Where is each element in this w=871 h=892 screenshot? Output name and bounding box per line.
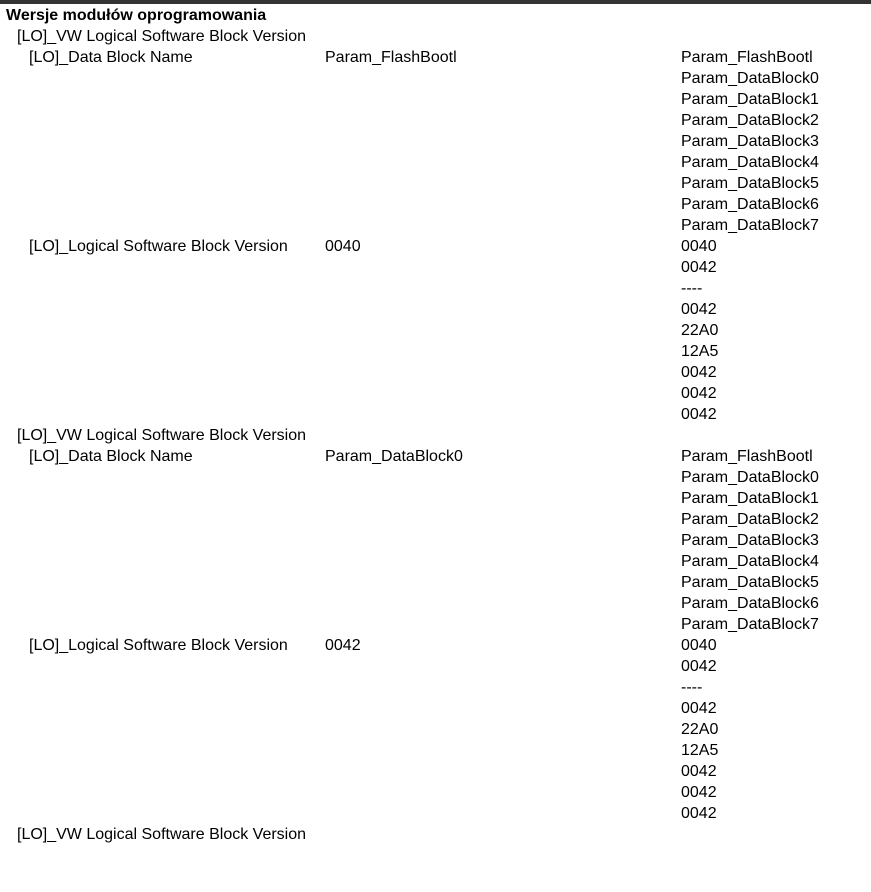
top-border (0, 0, 871, 4)
param-current-value: Param_DataBlock0 (325, 448, 463, 465)
param-option: Param_DataBlock2 (681, 112, 819, 129)
param-label: [LO]_Logical Software Block Version (29, 637, 288, 654)
param-option: 0042 (681, 805, 717, 822)
software-block (6, 425, 866, 824)
param-option: 22A0 (681, 322, 719, 339)
param-option: Param_DataBlock7 (681, 616, 819, 633)
param-option: Param_DataBlock3 (681, 133, 819, 150)
software-block-title: [LO]_VW Logical Software Block Version (17, 28, 307, 45)
param-option: Param_DataBlock6 (681, 595, 819, 612)
param-value-list (681, 236, 718, 425)
param-option: 0042 (681, 406, 717, 423)
param-label: [LO]_Logical Software Block Version (29, 238, 288, 255)
param-option: Param_DataBlock5 (681, 175, 819, 192)
software-block (6, 824, 866, 845)
param-option: 0042 (681, 700, 717, 717)
page-heading: Wersje modułów oprogramowania (6, 7, 267, 24)
software-block-version-row (6, 635, 866, 824)
param-option: 12A5 (681, 742, 719, 759)
param-option: Param_DataBlock1 (681, 490, 819, 507)
param-option: Param_DataBlock6 (681, 196, 819, 213)
param-option: 0042 (681, 763, 717, 780)
software-block-version-row (6, 236, 866, 425)
param-label: [LO]_Data Block Name (29, 49, 193, 66)
software-block-title: [LO]_VW Logical Software Block Version (17, 427, 307, 444)
param-option: Param_DataBlock3 (681, 532, 819, 549)
param-value-list (681, 635, 718, 824)
data-block-name-row (6, 47, 866, 236)
param-option: Param_FlashBootl (681, 448, 813, 465)
param-option: 0042 (681, 301, 717, 318)
param-current-value: Param_FlashBootl (325, 49, 457, 66)
param-option: 0042 (681, 658, 717, 675)
data-block-name-row (6, 446, 866, 635)
param-option: 12A5 (681, 343, 719, 360)
param-option: 0042 (681, 784, 717, 801)
param-option: 0040 (681, 637, 717, 654)
param-option: Param_DataBlock0 (681, 469, 819, 486)
param-option: ---- (681, 280, 703, 297)
param-current-value: 0040 (325, 238, 361, 255)
param-current-value: 0042 (325, 637, 361, 654)
param-label: [LO]_Data Block Name (29, 448, 193, 465)
param-value-list (681, 47, 819, 236)
software-block (6, 26, 866, 425)
param-option: 0042 (681, 259, 717, 276)
param-option: 0042 (681, 385, 717, 402)
param-option: 0042 (681, 364, 717, 381)
param-option: Param_DataBlock1 (681, 91, 819, 108)
software-versions-report (6, 5, 866, 845)
param-option: Param_DataBlock2 (681, 511, 819, 528)
param-option: 22A0 (681, 721, 719, 738)
param-option: Param_DataBlock7 (681, 217, 819, 234)
param-option: Param_DataBlock5 (681, 574, 819, 591)
param-option: Param_FlashBootl (681, 49, 813, 66)
software-block-title: [LO]_VW Logical Software Block Version (17, 826, 307, 843)
param-option: Param_DataBlock4 (681, 553, 819, 570)
param-option: ---- (681, 679, 703, 696)
param-option: 0040 (681, 238, 717, 255)
param-option: Param_DataBlock4 (681, 154, 819, 171)
param-option: Param_DataBlock0 (681, 70, 819, 87)
param-value-list (681, 446, 819, 635)
